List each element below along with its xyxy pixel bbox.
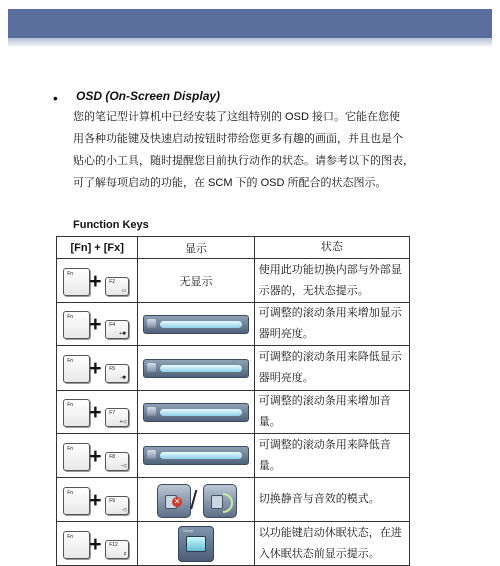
paragraph-line-1: 您的笔记型计算机中已经安装了这组特别的 OSD 接口。它能在您使 (73, 111, 400, 123)
table-row (57, 391, 410, 434)
table-row (57, 478, 410, 522)
key-combo-cell (57, 522, 138, 566)
state-cell: 可调整的滚动条用来增加音量。 (254, 391, 409, 434)
volume-down-icon: -◁ (120, 462, 127, 469)
slash-divider: / (190, 484, 198, 515)
sleep-key-icon: z (123, 550, 127, 557)
function-keys-table (56, 236, 410, 566)
section-title: OSD (On-Screen Display) (76, 89, 221, 103)
plus-icon: + (89, 269, 102, 293)
fkey-label: F2 (109, 278, 116, 285)
display-cell (138, 303, 254, 346)
state-cell: 可调整的滚动条用来降低显示器明亮度。 (254, 346, 409, 391)
fn-key-icon (63, 311, 90, 339)
speaker-icon (147, 450, 156, 459)
plus-icon: + (89, 313, 102, 336)
fkey-label: F9 (109, 497, 116, 504)
key-combo-f7 (61, 395, 133, 429)
brightness-icon (147, 319, 156, 328)
display-cell (138, 346, 254, 391)
f12-key-icon (105, 540, 129, 559)
display-cell (138, 259, 254, 303)
fn-key-label: Fn (67, 533, 74, 540)
fn-key-icon (63, 487, 90, 515)
table-header-row (57, 237, 410, 259)
paragraph-line-4: 可了解每项启动的功能，在 SCM 下的 OSD 所配合的状态图示。 (73, 177, 387, 189)
paragraph-line-2: 用各种功能键及快速启动按钮时带给您更多有趣的画面，并且也是个 (73, 133, 403, 145)
key-combo-cell (57, 391, 138, 434)
f5-key-icon (105, 364, 129, 383)
osd-track (160, 409, 242, 416)
plus-icon: + (89, 444, 102, 468)
header-display: 显示 (138, 237, 254, 259)
brightness-up-icon: +✱ (119, 331, 127, 337)
fkey-label: F8 (109, 453, 116, 460)
fn-key-icon (63, 268, 90, 296)
key-combo-f8 (61, 439, 133, 473)
sleep-icon-label: Sleep (183, 527, 194, 533)
brightness-icon (147, 363, 156, 372)
key-combo-f2 (61, 264, 133, 298)
header-keys: [Fn] + [Fx] (57, 237, 138, 259)
state-cell: 使用此功能切换内部与外部显示器的，无状态提示。 (254, 259, 409, 303)
fkey-label: F4 (109, 322, 116, 328)
fkey-label: F12 (109, 541, 118, 548)
function-keys-title: Function Keys (73, 219, 149, 231)
fn-key-label: Fn (67, 314, 74, 320)
key-combo-f5 (61, 351, 133, 385)
fn-key-label: Fn (67, 358, 74, 364)
f9-key-icon (105, 496, 129, 515)
fn-key-icon (63, 531, 90, 559)
volume-osd-bar (143, 403, 249, 422)
plus-icon: + (89, 488, 102, 512)
fn-key-icon (63, 355, 90, 383)
display-cell (138, 391, 254, 434)
plus-icon: + (89, 357, 102, 380)
brightness-down-icon: -✱ (120, 375, 127, 381)
osd-track (160, 452, 242, 459)
state-cell: 可调整的滚动条用来增加显示器明亮度。 (254, 303, 409, 346)
volume-osd-bar (143, 446, 249, 465)
key-combo-f12 (61, 527, 133, 561)
mute-toggle-display (151, 484, 241, 516)
state-cell: 可调整的滚动条用来降低音量。 (254, 434, 409, 478)
key-combo-f9 (61, 483, 133, 517)
f7-key-icon (105, 408, 129, 427)
key-combo-cell (57, 434, 138, 478)
f8-key-icon (105, 452, 129, 471)
speaker-icon (147, 407, 156, 416)
key-combo-f4 (61, 307, 133, 341)
table-row (57, 346, 410, 391)
f4-key-icon (105, 320, 129, 339)
f2-key-icon (105, 277, 129, 296)
paragraph-line-3: 贴心的小工具，随时提醒您目前执行动作的状态。请参考以下的图表， (73, 155, 414, 167)
sound-on-speaker-icon (203, 484, 237, 518)
table-row (57, 522, 410, 566)
state-cell: 以功能键启动休眠状态，在进入休眠状态前显示提示。 (254, 522, 409, 566)
display-cell (138, 434, 254, 478)
fn-key-label: Fn (67, 445, 74, 452)
fkey-label: F5 (109, 366, 116, 372)
display-switch-icon: ▭ (121, 287, 127, 294)
fkey-label: F7 (109, 410, 116, 416)
no-display-text: 无显示 (179, 275, 213, 288)
fn-key-icon (63, 399, 90, 427)
plus-icon: + (89, 401, 102, 424)
table-row (57, 303, 410, 346)
fn-key-label: Fn (67, 489, 74, 496)
plus-icon: + (89, 532, 102, 556)
brightness-osd-bar (143, 359, 249, 378)
bullet-marker: • (53, 90, 58, 106)
header-state: 状态 (254, 237, 409, 259)
key-combo-cell (57, 259, 138, 303)
fn-key-label: Fn (67, 402, 74, 408)
display-cell (138, 522, 254, 566)
key-combo-cell (57, 346, 138, 391)
volume-up-icon: +◁ (119, 419, 127, 425)
display-cell (138, 478, 254, 522)
mute-key-icon: ◁ (122, 506, 127, 513)
page-header-shade (8, 38, 492, 46)
sleep-osd-icon (178, 526, 214, 562)
fn-key-label: Fn (67, 270, 74, 277)
osd-track (160, 365, 242, 372)
muted-speaker-icon: ✕ (157, 484, 191, 518)
key-combo-cell (57, 303, 138, 346)
table-row (57, 434, 410, 478)
page-header-bar (8, 9, 492, 38)
key-combo-cell (57, 478, 138, 522)
state-cell: 切换静音与音效的模式。 (254, 478, 409, 522)
fn-key-icon (63, 443, 90, 471)
sleep-screen-icon (186, 536, 206, 552)
brightness-osd-bar (143, 315, 249, 334)
osd-track (160, 321, 242, 328)
table-row (57, 259, 410, 303)
